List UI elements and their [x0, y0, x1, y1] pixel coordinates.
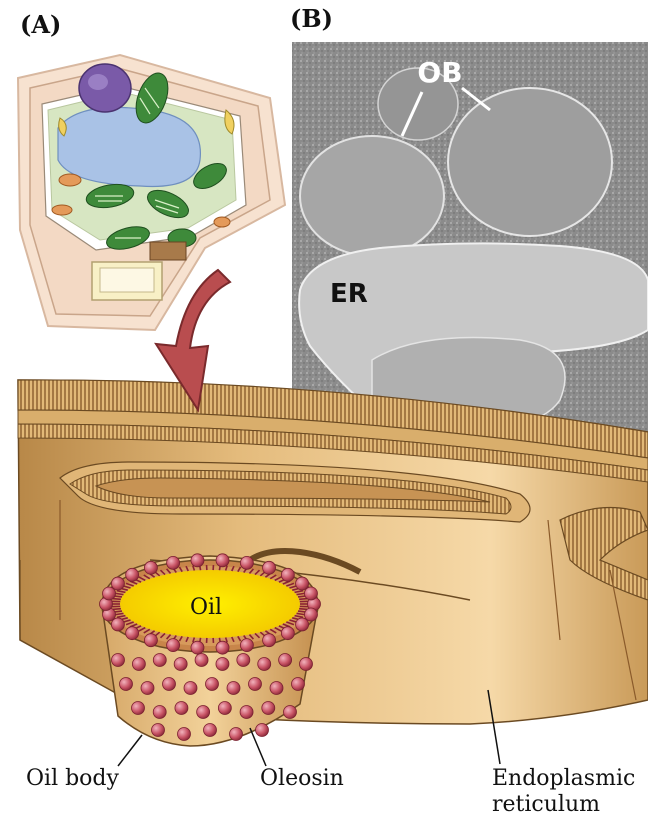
- oil-body: [100, 554, 321, 746]
- oleosin-bead: [195, 654, 208, 667]
- oil-label: Oil: [189, 595, 223, 620]
- oleosin-bead: [152, 724, 165, 737]
- oleosin-bead: [240, 639, 253, 652]
- oleosin-bead: [126, 627, 139, 640]
- micrograph: [292, 42, 648, 438]
- oleosin-bead: [249, 678, 262, 691]
- oleosin-bead: [111, 577, 124, 590]
- panel-b-label: (B): [290, 4, 333, 33]
- oleosin-bead: [112, 654, 125, 667]
- oleosin-bead: [240, 556, 253, 569]
- oleosin-bead: [218, 702, 231, 715]
- oleosin-bead: [132, 702, 145, 715]
- oleosin-bead: [296, 577, 309, 590]
- nucleus: [79, 64, 131, 112]
- oleosin-bead: [132, 658, 145, 671]
- oleosin-bead: [167, 556, 180, 569]
- oleosin-bead: [227, 682, 240, 695]
- plant-cell-illustration: [18, 55, 285, 330]
- oleosin-bead: [153, 654, 166, 667]
- er-label-line-1: Endoplasmic: [492, 766, 636, 791]
- oleosin-bead: [263, 561, 276, 574]
- er-label: ER: [330, 279, 368, 309]
- oleosin-bead: [262, 702, 275, 715]
- micrograph-oil-body: [300, 136, 444, 256]
- micrograph-oil-body: [448, 88, 612, 236]
- oleosin-bead: [175, 702, 188, 715]
- oleosin-bead: [126, 568, 139, 581]
- oleosin-bead: [270, 682, 283, 695]
- oleosin-bead: [141, 682, 154, 695]
- oleosin-bead: [300, 658, 313, 671]
- oleosin-bead: [216, 554, 229, 567]
- oleosin-bead: [167, 639, 180, 652]
- oleosin-bead: [256, 724, 269, 737]
- oleosin-bead: [120, 678, 133, 691]
- oleosin-bead: [279, 654, 292, 667]
- oleosin-bead: [281, 627, 294, 640]
- oleosin-bead: [263, 634, 276, 647]
- oleosin-bead: [304, 608, 317, 621]
- oleosin-bead: [174, 658, 187, 671]
- oleosin-bead: [191, 641, 204, 654]
- oleosin-bead: [204, 724, 217, 737]
- oleosin-bead: [296, 618, 309, 631]
- oleosin-bead: [258, 658, 271, 671]
- oleosin-bead: [304, 587, 317, 600]
- oleosin-bead: [103, 587, 116, 600]
- oleosin-bead: [237, 654, 250, 667]
- oleosin-bead: [206, 678, 219, 691]
- oleosin-bead: [216, 641, 229, 654]
- panel-a-label: (A): [20, 10, 62, 39]
- ob-label: OB: [417, 56, 463, 89]
- oleosin-bead: [281, 568, 294, 581]
- oleosin-bead: [191, 554, 204, 567]
- oleosin-bead: [240, 706, 253, 719]
- oleosin-bead: [284, 706, 297, 719]
- oleosin-bead: [111, 618, 124, 631]
- oleosin-bead: [153, 706, 166, 719]
- oleosin-bead: [230, 728, 243, 741]
- oleosin-label: Oleosin: [260, 766, 344, 791]
- oil-body-label: Oil body: [26, 766, 119, 791]
- oleosin-bead: [292, 678, 305, 691]
- oleosin-bead: [144, 561, 157, 574]
- er-label-line-2: reticulum: [492, 792, 600, 817]
- oleosin-bead: [178, 728, 191, 741]
- oleosin-bead: [216, 658, 229, 671]
- oleosin-bead: [184, 682, 197, 695]
- oil-body-leader-line: [118, 735, 142, 766]
- oleosin-bead: [163, 678, 176, 691]
- oleosin-bead: [144, 634, 157, 647]
- oleosin-bead: [197, 706, 210, 719]
